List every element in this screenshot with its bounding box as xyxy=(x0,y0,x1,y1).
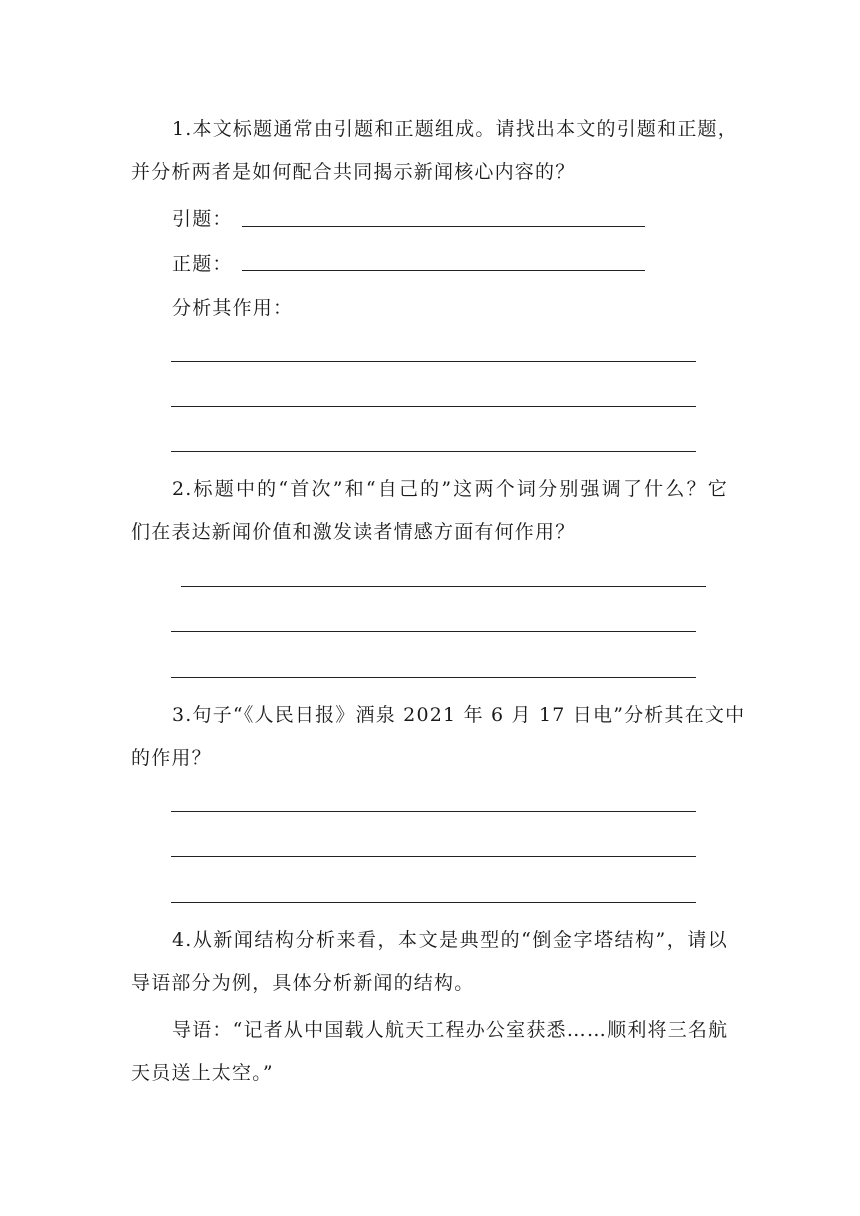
question-3-line-2: 的作用？ xyxy=(131,747,212,769)
q3-answer-line-1[interactable] xyxy=(171,811,696,812)
yinti-answer-line[interactable] xyxy=(242,226,645,227)
yinti-label: 引题： xyxy=(172,208,233,230)
q2-answer-line-2[interactable] xyxy=(171,631,696,632)
q1-answer-line-3[interactable] xyxy=(171,451,696,452)
question-2-line-2: 们在表达新闻价值和激发读者情感方面有何作用？ xyxy=(131,521,576,543)
question-4-line-2: 导语部分为例，具体分析新闻的结构。 xyxy=(131,972,475,994)
q2-answer-line-3[interactable] xyxy=(171,677,696,678)
question-3-line-1: 3.句子“《人民日报》酒泉 2021 年 6 月 17 日电”分析其在文中 xyxy=(172,704,746,726)
question-1-line-1: 1.本文标题通常由引题和正题组成。请找出本文的引题和正题， xyxy=(172,118,738,140)
zhengti-label: 正题： xyxy=(172,253,233,275)
q3-answer-line-2[interactable] xyxy=(171,856,696,857)
q3-answer-line-3[interactable] xyxy=(171,902,696,903)
question-2-line-1: 2.标题中的“首次”和“自己的”这两个词分别强调了什么？它 xyxy=(172,478,728,500)
lead-quote-line-2: 天员送上太空。” xyxy=(131,1062,274,1084)
q1-answer-line-2[interactable] xyxy=(171,406,696,407)
zhengti-answer-line[interactable] xyxy=(242,270,645,271)
analysis-label: 分析其作用： xyxy=(172,297,294,319)
q2-answer-line-1[interactable] xyxy=(181,586,706,587)
lead-quote-line-1: 导语：“记者从中国载人航天工程办公室获悉……顺利将三名航 xyxy=(172,1019,729,1041)
q1-answer-line-1[interactable] xyxy=(171,361,696,362)
question-4-line-1: 4.从新闻结构分析来看，本文是典型的“倒金字塔结构”，请以 xyxy=(172,929,728,951)
question-1-line-2: 并分析两者是如何配合共同揭示新闻核心内容的？ xyxy=(131,161,576,183)
